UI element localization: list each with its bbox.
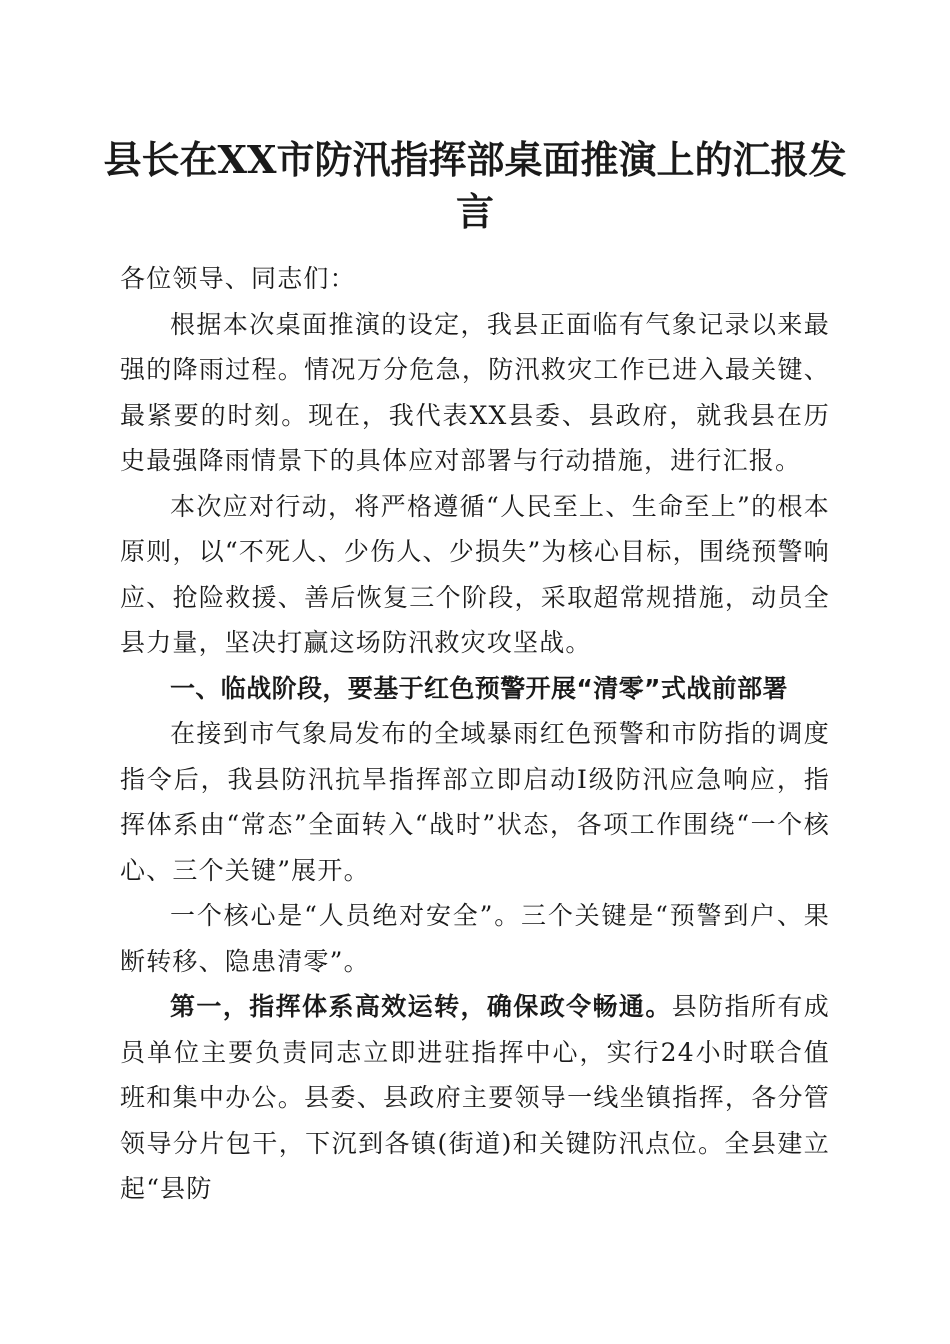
paragraph-principle: 本次应对行动，将严格遵循“人民至上、生命至上”的根本原则，以“不死人、少伤人、少损失”为核心目标，围绕预警响应、抢险救援、善后恢复三个阶段，采取超常规措施，动员全县力量，坚决打赢这场防汛救灾攻坚战。	[120, 491, 830, 657]
paragraph-intro: 根据本次桌面推演的设定，我县正面临有气象记录以来最强的降雨过程。情况万分危急，防汛救灾工作已进入最关键、最紧要的时刻。现在，我代表XX县委、县政府，就我县在历史最强降雨情景下的具体应对部署与行动措施，进行汇报。	[120, 309, 830, 475]
section-heading: 一、临战阶段，要基于红色预警开展“清零”式战前部署	[170, 673, 788, 703]
point-one-text: 县防指所有成员单位主要负责同志立即进驻指挥中心，实行24小时联合值班和集中办公。县委、县政府主要领导一线坐镇指挥，各分管领导分片包干，下沉到各镇(街道)和关键防汛点位。全县建立起“县防	[120, 992, 830, 1203]
paragraph-core: 一个核心是“人员绝对安全”。三个关键是“预警到户、果断转移、隐患清零”。	[120, 901, 830, 976]
document-body	[120, 256, 830, 1212]
paragraph-response: 在接到市气象局发布的全域暴雨红色预警和市防指的调度指令后，我县防汛抗旱指挥部立即启动Ⅰ级防汛应急响应，指挥体系由“常态”全面转入“战时”状态，各项工作围绕“一个核心、三个关键”展开。	[120, 719, 830, 885]
salutation: 各位领导、同志们：	[120, 264, 356, 293]
point-one-lead: 第一，指挥体系高效运转，确保政令畅通。	[170, 992, 672, 1021]
document-title: 县长在XX市防汛指挥部桌面推演上的汇报发言	[103, 137, 847, 234]
paragraph-point-one	[120, 984, 830, 1212]
